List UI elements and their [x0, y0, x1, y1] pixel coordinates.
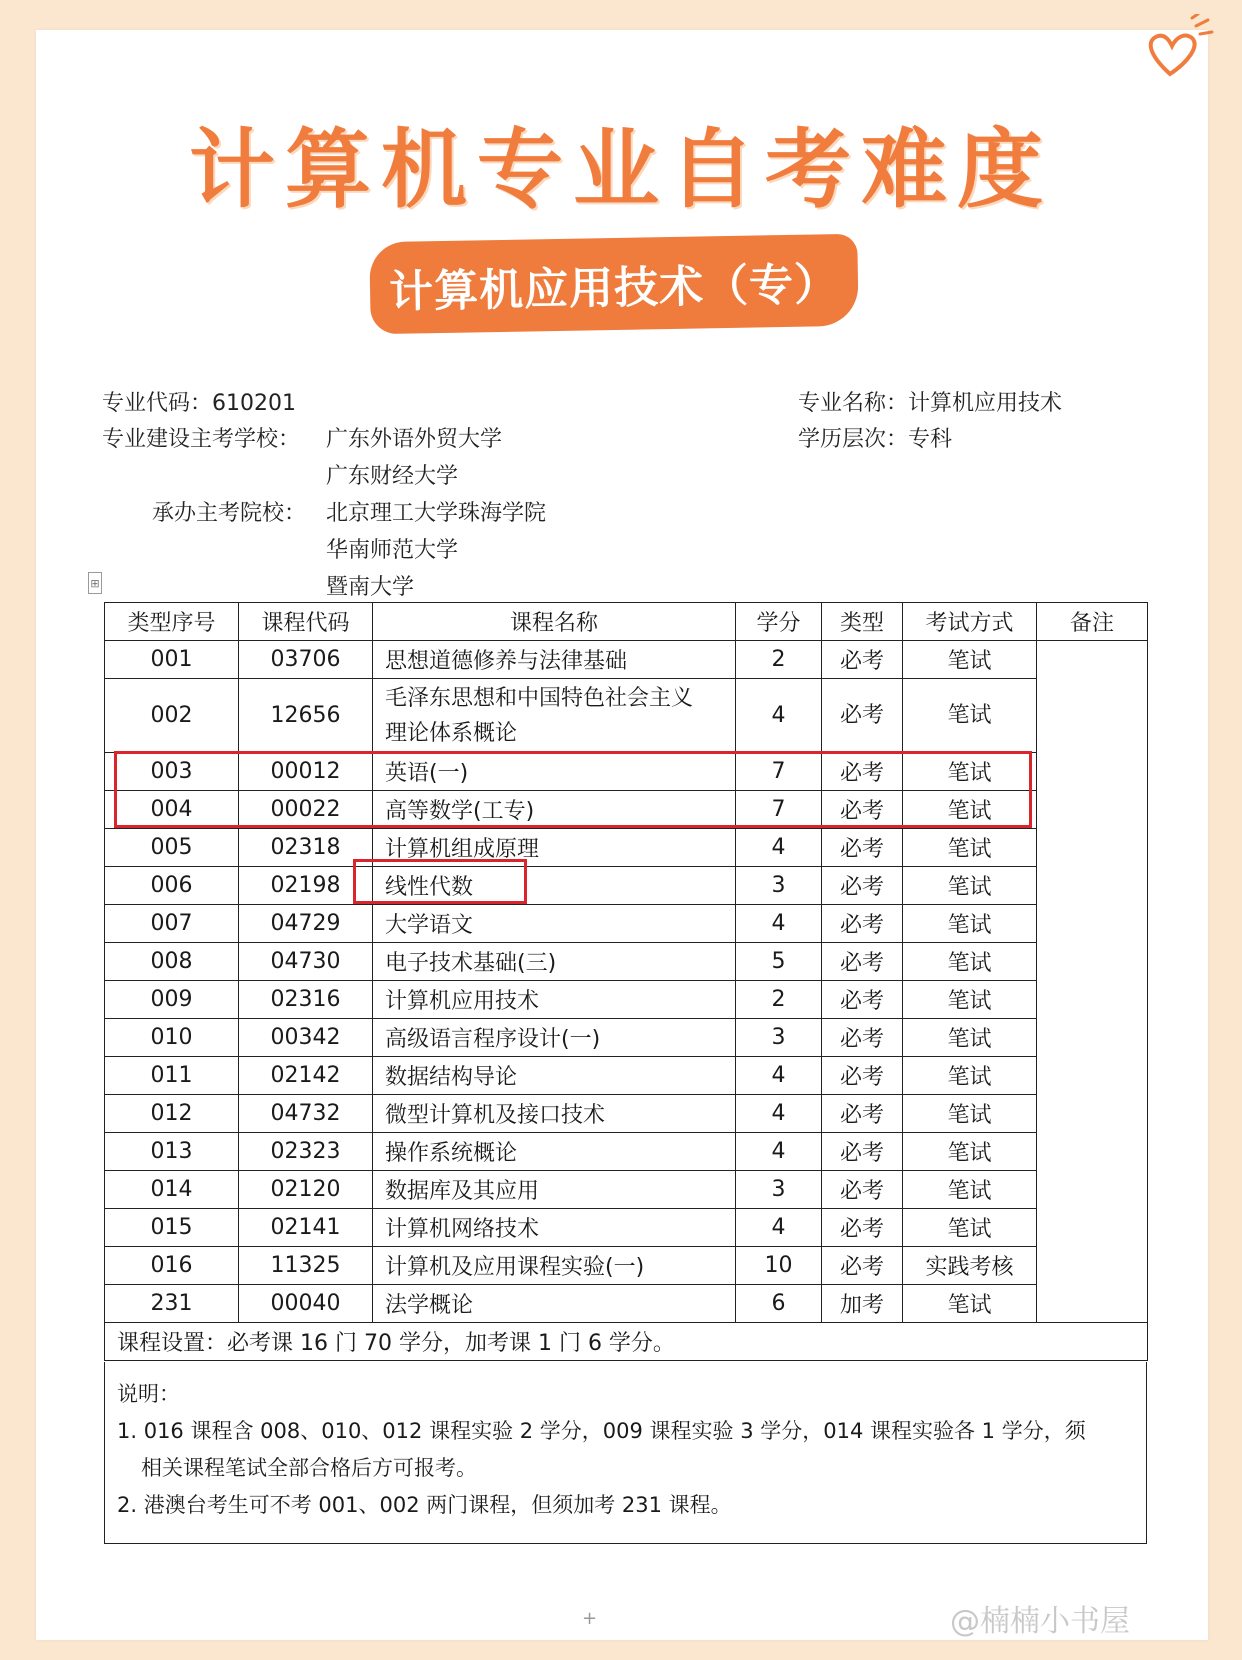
- cell-name: 数据结构导论: [373, 1057, 736, 1095]
- level-line: [798, 422, 952, 453]
- cell-type: 必考: [822, 943, 903, 981]
- cell-type-no: 008: [105, 943, 239, 981]
- cell-type-no: 007: [105, 905, 239, 943]
- cell-name: 英语(一): [373, 753, 736, 791]
- cell-credit: 3: [736, 1019, 822, 1057]
- cell-type: 必考: [822, 1133, 903, 1171]
- cell-name: 高等数学(工专): [373, 791, 736, 829]
- cell-type-no: 013: [105, 1133, 239, 1171]
- notes-heading: 说明：: [117, 1382, 180, 1406]
- table-row: [105, 1133, 1148, 1171]
- cell-credit: 5: [736, 943, 822, 981]
- cell-credit: 4: [736, 1057, 822, 1095]
- cell-code: 12656: [239, 679, 373, 753]
- subtitle: 计算机应用技术（专）: [388, 259, 840, 318]
- header-type-no: 类型序号: [105, 603, 239, 641]
- cell-code: 02120: [239, 1171, 373, 1209]
- cell-credit: 6: [736, 1285, 822, 1323]
- cell-exam: 笔试: [903, 641, 1037, 679]
- cell-credit: 2: [736, 641, 822, 679]
- building-school-label: 专业建设主考学校：: [102, 427, 301, 452]
- cell-type-no: 001: [105, 641, 239, 679]
- cell-exam: 笔试: [903, 943, 1037, 981]
- major-name-line: [798, 386, 1062, 417]
- cell-code: 00022: [239, 791, 373, 829]
- cell-name: 计算机组成原理: [373, 829, 736, 867]
- cell-name: 微型计算机及接口技术: [373, 1095, 736, 1133]
- note-item: 1. 016 课程含 008、010、012 课程实验 2 学分，009 课程实验 3 学分，014 课程实验各 1 学分，须: [117, 1419, 1086, 1443]
- cell-type-no: 009: [105, 981, 239, 1019]
- cell-type-no: 012: [105, 1095, 239, 1133]
- cell-exam: 笔试: [903, 829, 1037, 867]
- cell-credit: 7: [736, 753, 822, 791]
- cell-code: 02318: [239, 829, 373, 867]
- cell-exam: 实践考核: [903, 1247, 1037, 1285]
- cell-type-no: 003: [105, 753, 239, 791]
- cell-code: 02316: [239, 981, 373, 1019]
- table-row: [105, 641, 1148, 679]
- cell-exam: 笔试: [903, 1057, 1037, 1095]
- cell-type: 必考: [822, 867, 903, 905]
- table-row: [105, 1209, 1148, 1247]
- cell-type: 必考: [822, 791, 903, 829]
- level-label: 学历层次：: [798, 427, 909, 452]
- watermark: @楠楠小书屋: [950, 1604, 1130, 1639]
- cell-code: 00040: [239, 1285, 373, 1323]
- cell-name: 电子技术基础(三): [373, 943, 736, 981]
- cell-code: 11325: [239, 1247, 373, 1285]
- cell-type: 必考: [822, 905, 903, 943]
- table-row: [105, 981, 1148, 1019]
- cell-exam: 笔试: [903, 1019, 1037, 1057]
- table-row: [105, 1019, 1148, 1057]
- cell-name: 数据库及其应用: [373, 1171, 736, 1209]
- cell-code: 04730: [239, 943, 373, 981]
- cell-type: 必考: [822, 1019, 903, 1057]
- cell-code: 04729: [239, 905, 373, 943]
- cell-exam: 笔试: [903, 1095, 1037, 1133]
- cell-type: 必考: [822, 641, 903, 679]
- cell-type-no: 006: [105, 867, 239, 905]
- cell-type: 必考: [822, 1095, 903, 1133]
- cell-type: 必考: [822, 753, 903, 791]
- table-row: [105, 1171, 1148, 1209]
- subtitle-banner: [369, 234, 859, 335]
- cell-credit: 3: [736, 1171, 822, 1209]
- cell-type: 必考: [822, 1171, 903, 1209]
- cell-credit: 10: [736, 1247, 822, 1285]
- cell-credit: 4: [736, 905, 822, 943]
- cell-exam: 笔试: [903, 1171, 1037, 1209]
- cell-type: 必考: [822, 679, 903, 753]
- page-mark: +: [582, 1608, 598, 1629]
- header-remark: 备注: [1037, 603, 1148, 641]
- main-title: 计算机专业自考难度: [189, 120, 1053, 220]
- highlight-rows-003-004: [114, 751, 1032, 828]
- table-row: [105, 1285, 1148, 1323]
- cell-credit: 4: [736, 1209, 822, 1247]
- host-school: 华南师范大学: [326, 538, 459, 563]
- cell-code: 02323: [239, 1133, 373, 1171]
- cell-name: 计算机及应用课程实验(一): [373, 1247, 736, 1285]
- cell-credit: 2: [736, 981, 822, 1019]
- cell-name: 法学概论: [373, 1285, 736, 1323]
- major-name: 计算机应用技术: [908, 391, 1063, 416]
- cell-code: 02141: [239, 1209, 373, 1247]
- cell-name: 大学语文: [373, 905, 736, 943]
- cell-type-no: 016: [105, 1247, 239, 1285]
- cell-type-no: 015: [105, 1209, 239, 1247]
- cell-exam: 笔试: [903, 905, 1037, 943]
- highlight-linear-algebra: [353, 859, 527, 904]
- cell-type: 必考: [822, 1057, 903, 1095]
- cell-code: 04732: [239, 1095, 373, 1133]
- course-summary: 课程设置：必考课 16 门 70 学分，加考课 1 门 6 学分。: [105, 1323, 1148, 1361]
- cell-code: 02198: [239, 867, 373, 905]
- cell-type-no: 004: [105, 791, 239, 829]
- cell-exam: 笔试: [903, 981, 1037, 1019]
- table-row: [105, 1247, 1148, 1285]
- cell-type: 必考: [822, 981, 903, 1019]
- cell-name: 毛泽东思想和中国特色社会主义 理论体系概论: [373, 679, 736, 753]
- major-name-label: 专业名称：: [798, 391, 909, 416]
- cell-credit: 4: [736, 679, 822, 753]
- cell-name: 线性代数: [373, 867, 736, 905]
- major-code: 610201: [212, 391, 296, 416]
- major-code-label: 专业代码：: [102, 391, 213, 416]
- heart-doodle-icon: [1140, 14, 1220, 94]
- cell-type: 必考: [822, 829, 903, 867]
- course-table: [104, 602, 1148, 1361]
- building-school: 广东财经大学: [326, 464, 459, 489]
- cell-type-no: 002: [105, 679, 239, 753]
- cell-credit: 4: [736, 829, 822, 867]
- cell-code: 02142: [239, 1057, 373, 1095]
- cell-name: 高级语言程序设计(一): [373, 1019, 736, 1057]
- cell-exam: 笔试: [903, 1209, 1037, 1247]
- table-row: [105, 679, 1148, 753]
- header-credit: 学分: [736, 603, 822, 641]
- cell-type-no: 011: [105, 1057, 239, 1095]
- cell-code: 03706: [239, 641, 373, 679]
- header-code: 课程代码: [239, 603, 373, 641]
- table-row: [105, 1057, 1148, 1095]
- cell-credit: 4: [736, 1133, 822, 1171]
- cell-credit: 4: [736, 1095, 822, 1133]
- note-item: 2. 港澳台考生可不考 001、002 两门课程，但须加考 231 课程。: [117, 1493, 732, 1517]
- cell-code: 00342: [239, 1019, 373, 1057]
- cell-name: 计算机网络技术: [373, 1209, 736, 1247]
- cell-type-no: 010: [105, 1019, 239, 1057]
- cell-type: 加考: [822, 1285, 903, 1323]
- cell-exam: 笔试: [903, 791, 1037, 829]
- host-school-label: 承办主考院校：: [152, 501, 307, 526]
- level: 专科: [908, 427, 953, 452]
- cell-exam: 笔试: [903, 679, 1037, 753]
- cell-name: 思想道德修养与法律基础: [373, 641, 736, 679]
- table-row: [105, 1095, 1148, 1133]
- table-row: [105, 943, 1148, 981]
- cell-type: 必考: [822, 1209, 903, 1247]
- cell-name: 操作系统概论: [373, 1133, 736, 1171]
- cell-exam: 笔试: [903, 1133, 1037, 1171]
- cell-exam: 笔试: [903, 867, 1037, 905]
- major-code-line: [102, 386, 296, 417]
- header-exam: 考试方式: [903, 603, 1037, 641]
- header-name: 课程名称: [373, 603, 736, 641]
- table-row: [105, 867, 1148, 905]
- host-school: 北京理工大学珠海学院: [326, 501, 547, 526]
- cell-exam: 笔试: [903, 1285, 1037, 1323]
- cell-name: 计算机应用技术: [373, 981, 736, 1019]
- table-row: [105, 905, 1148, 943]
- cell-code: 00012: [239, 753, 373, 791]
- summary-row: [105, 1323, 1148, 1361]
- header-type: 类型: [822, 603, 903, 641]
- host-school: 暨南大学: [326, 575, 415, 600]
- table-anchor-icon: ⊞: [88, 572, 102, 594]
- cell-remark: [1037, 641, 1148, 1323]
- cell-exam: 笔试: [903, 753, 1037, 791]
- cell-type: 必考: [822, 1247, 903, 1285]
- table-row: [105, 829, 1148, 867]
- cell-credit: 7: [736, 791, 822, 829]
- notes-box: [104, 1362, 1147, 1544]
- cell-type-no: 005: [105, 829, 239, 867]
- table-header-row: [105, 603, 1148, 641]
- cell-type-no: 231: [105, 1285, 239, 1323]
- note-item: 相关课程笔试全部合格后方可报考。: [141, 1456, 477, 1480]
- building-school: 广东外语外贸大学: [326, 427, 503, 452]
- cell-type-no: 014: [105, 1171, 239, 1209]
- cell-credit: 3: [736, 867, 822, 905]
